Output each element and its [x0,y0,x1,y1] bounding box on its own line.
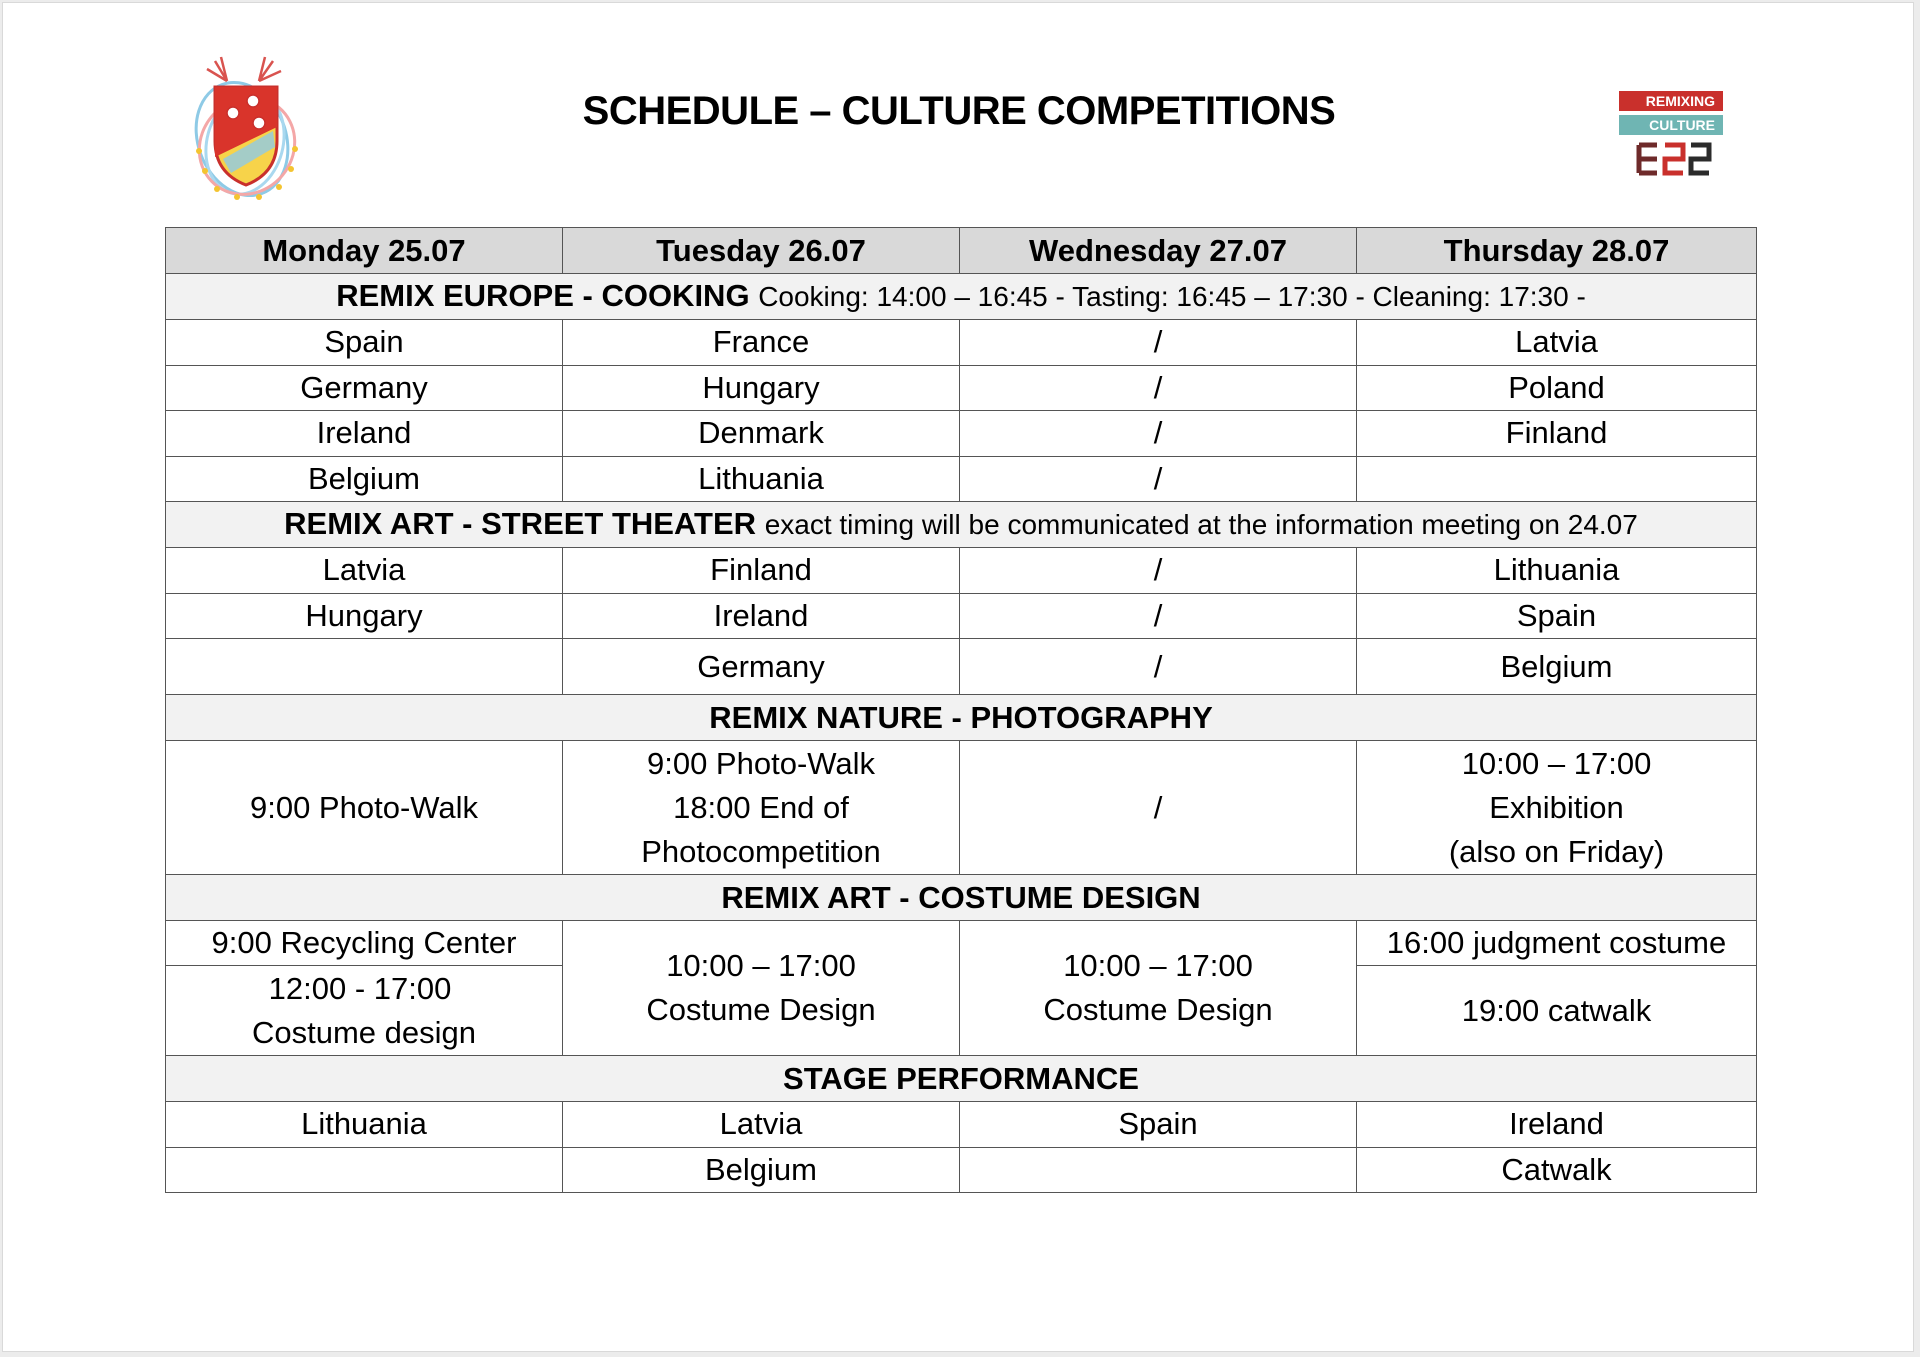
cell-line: Exhibition [1489,789,1624,825]
section-header [166,502,1757,548]
table-cell: Hungary [563,365,960,411]
logo-antlers [207,57,281,81]
table-cell [960,921,1357,1056]
table-row [166,1102,1757,1148]
table-cell: Latvia [563,1102,960,1148]
page-title: SCHEDULE – CULTURE COMPETITIONS [582,89,1336,133]
table-cell: Denmark [563,411,960,457]
day-header: Tuesday 26.07 [563,228,960,274]
section-cooking [166,274,1757,320]
cell-line: Costume Design [646,992,876,1027]
table-row [166,320,1757,366]
cell-line: 10:00 – 17:00 [1461,745,1652,781]
table-cell [166,639,563,695]
table-cell: 19:00 catwalk [1357,966,1757,1056]
svg-text:CULTURE: CULTURE [1649,117,1715,133]
cell-line: 10:00 – 17:00 [666,948,856,983]
table-cell: Germany [166,365,563,411]
table-cell: / [960,741,1357,875]
table-cell: / [960,593,1357,639]
table-cell: France [563,320,960,366]
table-row [166,593,1757,639]
table-cell: Spain [166,320,563,366]
table-row [166,741,1757,875]
table-row [166,456,1757,502]
cell-line: 10:00 – 17:00 [1063,948,1253,983]
table-cell: / [960,639,1357,695]
document-page [2,2,1914,1352]
section-title: REMIX NATURE - PHOTOGRAPHY [709,699,1213,735]
table-cell: / [960,456,1357,502]
e22-mark [1639,145,1709,173]
schedule-table [165,227,1757,1193]
table-cell: / [960,365,1357,411]
table-cell: Catwalk [1357,1147,1757,1193]
cell-line: (also on Friday) [1448,833,1665,869]
remixing-culture-logo [1619,91,1725,187]
table-row [166,411,1757,457]
cell-line: 18:00 End of [673,789,849,825]
table-cell [563,921,960,1056]
table-row [166,365,1757,411]
section-stage-performance [166,1056,1757,1102]
table-cell: Ireland [563,593,960,639]
table-row [166,639,1757,695]
table-cell [1357,456,1757,502]
table-cell: Ireland [1357,1102,1757,1148]
svg-text:REMIXING: REMIXING [1645,93,1715,109]
section-note: Cooking: 14:00 – 16:45 - Tasting: 16:45 – 17:30 - Cleaning: 17:30 - [758,281,1586,312]
table-cell [1357,741,1757,875]
table-row [166,921,1757,966]
table-row [166,548,1757,594]
table-cell: Hungary [166,593,563,639]
cell-line: Costume design [251,1014,476,1050]
table-cell: Ireland [166,411,563,457]
section-title: REMIX ART - STREET THEATER [284,506,757,541]
table-row [166,1147,1757,1193]
section-photography [166,695,1757,741]
table-cell: Latvia [166,548,563,594]
section-note: exact timing will be communicated at the information meeting on 24.07 [764,509,1638,540]
day-header: Monday 25.07 [166,228,563,274]
section-header [166,274,1757,320]
table-cell: 16:00 judgment costume [1357,921,1757,966]
section-header [166,875,1757,921]
table-cell: 9:00 Recycling Center [166,921,563,966]
table-cell [166,1147,563,1193]
section-title: REMIX ART - COSTUME DESIGN [721,879,1201,915]
day-header: Thursday 28.07 [1357,228,1757,274]
table-cell: Poland [1357,365,1757,411]
table-cell: Germany [563,639,960,695]
section-header [166,695,1757,741]
table-cell: Lithuania [1357,548,1757,594]
table-cell: Belgium [166,456,563,502]
section-street-theater [166,502,1757,548]
table-cell: 9:00 Photo-Walk [166,741,563,875]
section-costume-design [166,875,1757,921]
table-cell: Finland [563,548,960,594]
cell-line: 12:00 - 17:00 [268,970,452,1006]
table-cell [563,741,960,875]
table-cell: Lithuania [166,1102,563,1148]
table-cell: Belgium [563,1147,960,1193]
table-cell: Lithuania [563,456,960,502]
table-cell: Spain [960,1102,1357,1148]
cell-line: Costume Design [1043,992,1273,1027]
table-cell [960,1147,1357,1193]
table-cell: Belgium [1357,639,1757,695]
day-header: Wednesday 27.07 [960,228,1357,274]
day-header-row [166,228,1757,274]
table-cell: Finland [1357,411,1757,457]
table-cell: / [960,320,1357,366]
table-cell: Latvia [1357,320,1757,366]
cell-line: 9:00 Photo-Walk [646,745,876,781]
table-cell: Spain [1357,593,1757,639]
section-header [166,1056,1757,1102]
section-title: STAGE PERFORMANCE [783,1060,1139,1096]
table-cell: / [960,411,1357,457]
table-cell: / [960,548,1357,594]
table-cell [166,966,563,1056]
section-title: REMIX EUROPE - COOKING [336,278,750,313]
cell-line: Photocompetition [641,833,881,869]
